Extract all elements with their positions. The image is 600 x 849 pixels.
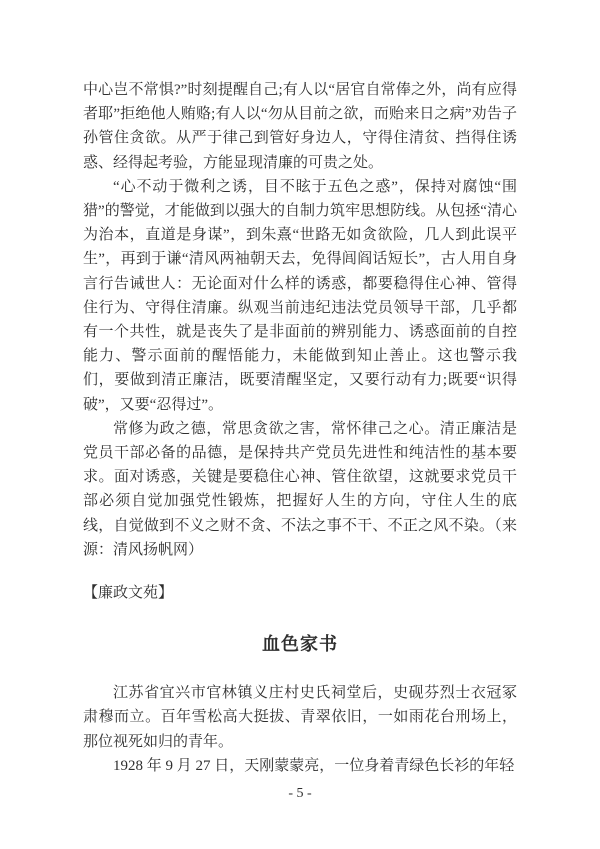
article-title: 血色家书 (262, 634, 338, 655)
paragraph-continued: 中心岂不常惧?”时刻提醒自己;有人以“居官自常俸之外，尚有应得者耶”拒绝他人贿赂;有人以“勿从目前之欲，而贻来日之病”劝告子孙管住贪欲。从严于律己到管好身边人，守得住清贫、挡得住诱惑、经得起考验，方能显现清廉的可贵之处。 (83, 82, 517, 171)
paragraph: “心不动于微利之诱，目不眩于五色之惑”，保持对腐蚀“围猎”的警觉，才能做到以强大的自制力筑牢思想防线。从包拯“清心为治本，直道是身谋”，到朱熹“世路无如贪欲险，几人到此误平生”，再到于谦“清风两袖朝天去，免得闾阎话短长”，古人用自身言行告诫世人：无论面对什么样的诱惑，都要稳得住心神、管得住行为、守得住清廉。纵观当前违纪违法党员领导干部，几乎都有一个共性，就是丧失了是非面前的辨别能力、诱惑面前的自控能力、警示面前的醒悟能力，未能做到知止善止。这也警示我们，要做到清正廉洁，既要清醒坚定，又要行动有力;既要“识得破”，又要“忍得过”。 (83, 178, 517, 413)
paragraph: 常修为政之德，常思贪欲之害，常怀律己之心。清正廉洁是党员干部必备的品德，是保持共产党员先进性和纯洁性的基本要求。面对诱惑，关键是要稳住心神、管住欲望，这就要求党员干部必须自觉加强党性锻炼，把握好人生的方向，守住人生的底线，自觉做到不义之财不贪、不法之事不干、不正之风不染。（来源：清风扬帆网） (83, 420, 517, 558)
page-number: - 5 - (288, 786, 312, 801)
section-header: 【廉政文苑】 (83, 585, 174, 602)
paragraph: 1928 年 9 月 27 日，天刚蒙蒙亮，一位身着青绿色长衫的年轻 (113, 757, 515, 774)
paragraph: 江苏省宜兴市官林镇义庄村史氏祠堂后，史砚芬烈士衣冠冢肃穆而立。百年雪松高大挺拔、青翠依旧，一如雨花台刑场上，那位视死如归的青年。 (83, 685, 517, 750)
